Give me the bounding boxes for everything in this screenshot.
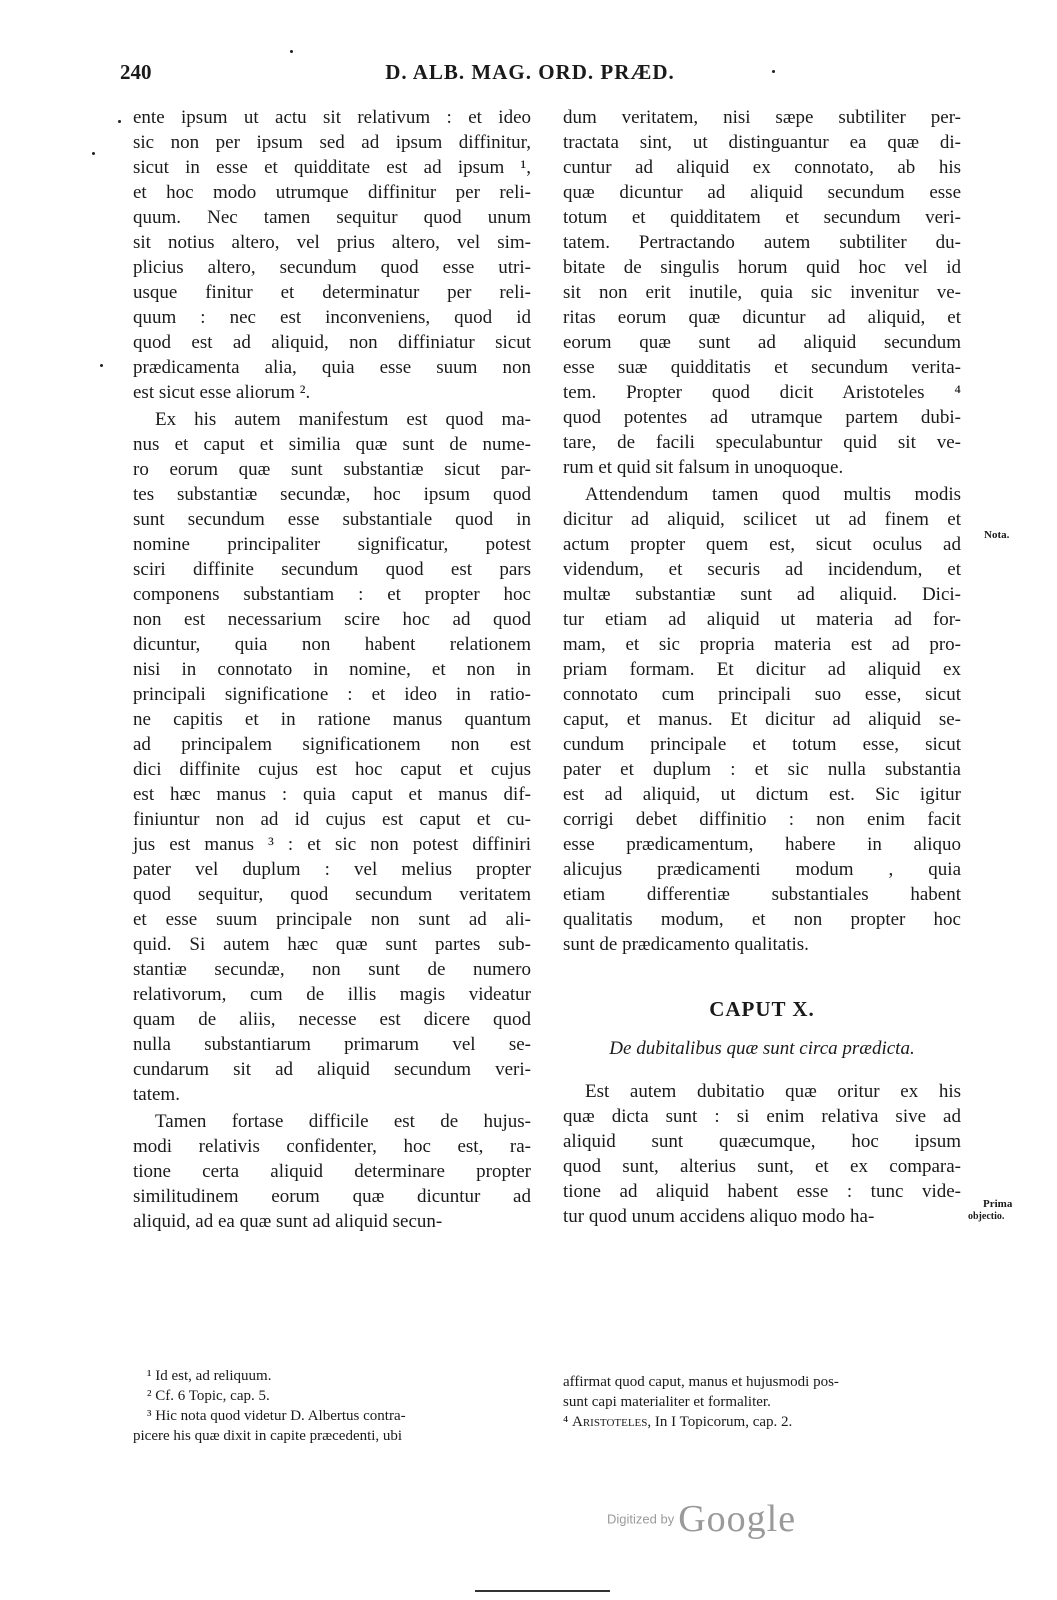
text-line: sunt de prædicamento qualitatis. [563,934,809,955]
text-line: sit non erit inutile, quia sic invenitur ve- [563,282,961,303]
text-line: rum et quid sit falsum in unoquoque. [563,457,844,478]
text-line: finiuntur non ad id cujus est caput et cu- [133,809,531,830]
paragraph [563,105,961,480]
text-line: eorum quæ sunt ad aliquid secundum [563,332,961,353]
footnote-author: Aristoteles [571,1414,648,1430]
text-line: tractata sint, ut distinguantur ea quæ di- [563,132,961,153]
paragraph [133,407,531,1107]
text-line: multæ substantiæ sunt ad aliquid. Dici- [563,584,961,605]
right-column [563,105,961,1231]
text-line: dicuntur, quia non habent relationem [133,634,531,655]
text-line: ente ipsum ut actu sit relativum : et ideo [133,107,531,128]
text-line: relativorum, cum de illis magis videatur [133,984,531,1005]
text-line: quid. Si autem hæc quæ sunt partes sub- [133,934,531,955]
text-line: nus et caput et similia quæ sunt de nume- [133,434,531,455]
page-header [120,60,940,90]
footnotes-right [563,1372,961,1432]
text-line: principali significatione : et ideo in ratio- [133,684,531,705]
text-line: et esse suum principale non sunt ad ali- [133,909,531,930]
text-line: quum. Nec tamen sequitur quod unum [133,207,531,228]
text-line: nisi in connotato in nomine, et non in [133,659,531,680]
margin-note-nota: Nota. [984,529,1010,541]
digitized-watermark [607,1497,796,1541]
footnote-reference: , In I Topicorum, cap. 2. [647,1414,793,1430]
footnote-line [563,1412,961,1432]
text-line: usque finitur et determinatur per reli- [133,282,531,303]
text-line: caput, et manus. Et dicitur ad aliquid se- [563,709,961,730]
text-line: quæ dicta sunt : si enim relativa sive ad [563,1106,961,1127]
text-line: connotato cum principali suo esse, sicut [563,684,961,705]
text-line: sicut in esse et quidditate est ad ipsum ¹, [133,157,531,178]
chapter-title: CAPUT X. [709,997,815,1021]
text-line: dici diffinite cujus est hoc caput et cujus [133,759,531,780]
text-line: cundarum sit ad aliquid secundum veri- [133,1059,531,1080]
text-line: et hoc modo utrumque diffinitur per reli- [133,182,531,203]
text-line: esse suæ quidditatis et secundum verita- [563,357,961,378]
text-line: Attendendum tamen quod multis modis [585,484,961,505]
text-line: tione ad aliquid habent esse : tunc vide- [563,1181,961,1202]
text-line: quod potentes ad utramque partem dubi- [563,407,961,428]
page-number: 240 [120,60,152,84]
scan-speck [118,120,121,123]
text-line: videndum, et securis ad incidendum, et [563,559,961,580]
text-line: nomine principaliter significatur, potest [133,534,531,555]
watermark-small-text: Digitized by [607,1511,675,1527]
text-line: componens substantiam : et propter hoc [133,584,531,605]
text-line: non est necessarium scire hoc ad quod [133,609,531,630]
text-line: quam de aliis, necesse est dicere quod [133,1009,531,1030]
scan-speck [92,152,95,155]
text-line: pater et duplum : et sic nulla substantia [563,759,961,780]
text-line: sciri diffinite secundum quod est pars [133,559,531,580]
text-line: est hæc manus : quia caput et manus dif- [133,784,531,805]
scan-speck [772,70,775,73]
text-line: tem. Propter quod dicit Aristoteles ⁴ [563,382,961,403]
text-line: dicitur ad aliquid, scilicet ut ad finem et [563,509,961,530]
right-column-text-after [563,1079,961,1229]
text-line: priam formam. Et dicitur ad aliquid ex [563,659,961,680]
text-line: quæ dicuntur ad aliquid secundum esse [563,182,961,203]
text-line: dum veritatem, nisi sæpe subtiliter per- [563,107,961,128]
text-line: etiam differentiæ substantiales habent [563,884,961,905]
scan-speck [290,50,293,53]
footnote-line: affirmat quod caput, manus et hujusmodi pos- [563,1374,839,1390]
paragraph [563,482,961,957]
left-column [133,105,531,1236]
text-line: aliquid sunt quæcumque, hoc ipsum [563,1131,961,1152]
text-line: tatem. [133,1084,180,1105]
text-line: quod sunt, alterius sunt, et ex compara- [563,1156,961,1177]
text-line: bitate de singulis horum quid hoc vel id [563,257,961,278]
text-line: ne capitis et in ratione manus quantum [133,709,531,730]
text-line: nulla substantiarum primarum vel se- [133,1034,531,1055]
text-line: plicius altero, secundum quod esse utri- [133,257,531,278]
text-line: aliquid, ad ea quæ sunt ad aliquid secun- [133,1211,443,1232]
text-line: prædicamenta alia, quia esse suum non [133,357,531,378]
footnote-line: sunt capi materialiter et formaliter. [563,1394,771,1410]
text-line: jus est manus ³ : et sic non potest diffiniri [133,834,531,855]
footnotes-left [133,1366,531,1446]
paragraph [563,1079,961,1229]
text-line: corrigi debet diffinitio : non enim facit [563,809,961,830]
text-line: est sicut esse aliorum ². [133,382,311,403]
text-line: totum et quidditatem et secundum veri- [563,207,961,228]
text-line: Tamen fortase difficile est de hujus- [155,1111,531,1132]
text-line: Est autem dubitatio quæ oritur ex his [585,1081,961,1102]
text-line: sit notius altero, vel prius altero, vel sim- [133,232,531,253]
footnote-line: ¹ Id est, ad reliquum. [147,1368,272,1384]
text-line: modi relativis confidenter, hoc est, ra- [133,1136,531,1157]
text-line: alicujus prædicamenti modum , quia [563,859,961,880]
text-line: quod sequitur, quod secundum veritatem [133,884,531,905]
text-line: stantiæ secundæ, non sunt de numero [133,959,531,980]
text-line: tare, de facili speculabuntur quid sit ve- [563,432,961,453]
text-line: similitudinem eorum quæ dicuntur ad [133,1186,531,1207]
running-head: D. ALB. MAG. ORD. PRÆD. [385,60,675,84]
scan-speck [100,364,103,367]
text-line: quod est ad aliquid, non diffiniatur sicut [133,332,531,353]
text-line: Ex his autem manifestum est quod ma- [155,409,531,430]
paragraph [133,1109,531,1234]
text-line: quum : nec est inconveniens, quod id [133,307,531,328]
text-line: sunt secundum esse substantiale quod in [133,509,531,530]
text-line: cuntur ad aliquid ex connotato, ab his [563,157,961,178]
text-line: ritas eorum quæ dicuntur ad aliquid, et [563,307,961,328]
text-line: tur etiam ad aliquid ut materia ad for- [563,609,961,630]
text-line: sic non per ipsum sed ad ipsum diffinitur, [133,132,531,153]
paragraph [133,105,531,405]
text-line: pater vel duplum : vel melius propter [133,859,531,880]
bottom-rule [475,1590,610,1592]
text-line: tatem. Pertractando autem subtiliter du- [563,232,961,253]
text-line: cundum principale et totum esse, sicut [563,734,961,755]
chapter-subtitle: De dubitalibus quæ sunt circa prædicta. [609,1038,915,1059]
footnote-line: ³ Hic nota quod videtur D. Albertus contra- [147,1408,406,1424]
footnote-marker: ⁴ [563,1414,569,1430]
text-line: est ad aliquid, ut dictum est. Sic igitur [563,784,961,805]
text-line: mam, et sic propria materia est ad pro- [563,634,961,655]
text-line: tes substantiæ secundæ, hoc ipsum quod [133,484,531,505]
text-line: esse prædicamentum, habere in aliquo [563,834,961,855]
text-line: qualitatis modum, et non propter hoc [563,909,961,930]
text-line: ro eorum quæ sunt substantiæ sicut par- [133,459,531,480]
text-line: ad principalem significationem non est [133,734,531,755]
text-line: tur quod unum accidens aliquo modo ha- [563,1206,875,1227]
google-logo: Google [678,1498,797,1540]
margin-note-prima [983,1198,1012,1210]
margin-note-objectio: objectio. [968,1211,1005,1222]
footnote-line: picere his quæ dixit in capite præcedenti, ubi [133,1428,403,1444]
text-line: tione certa aliquid determinare propter [133,1161,531,1182]
footnote-line: ² Cf. 6 Topic, cap. 5. [147,1388,270,1404]
margin-note-prima-line1: Prima [983,1198,1013,1210]
right-column-text-before [563,105,961,957]
text-line: actum propter quem est, sicut oculus ad [563,534,961,555]
